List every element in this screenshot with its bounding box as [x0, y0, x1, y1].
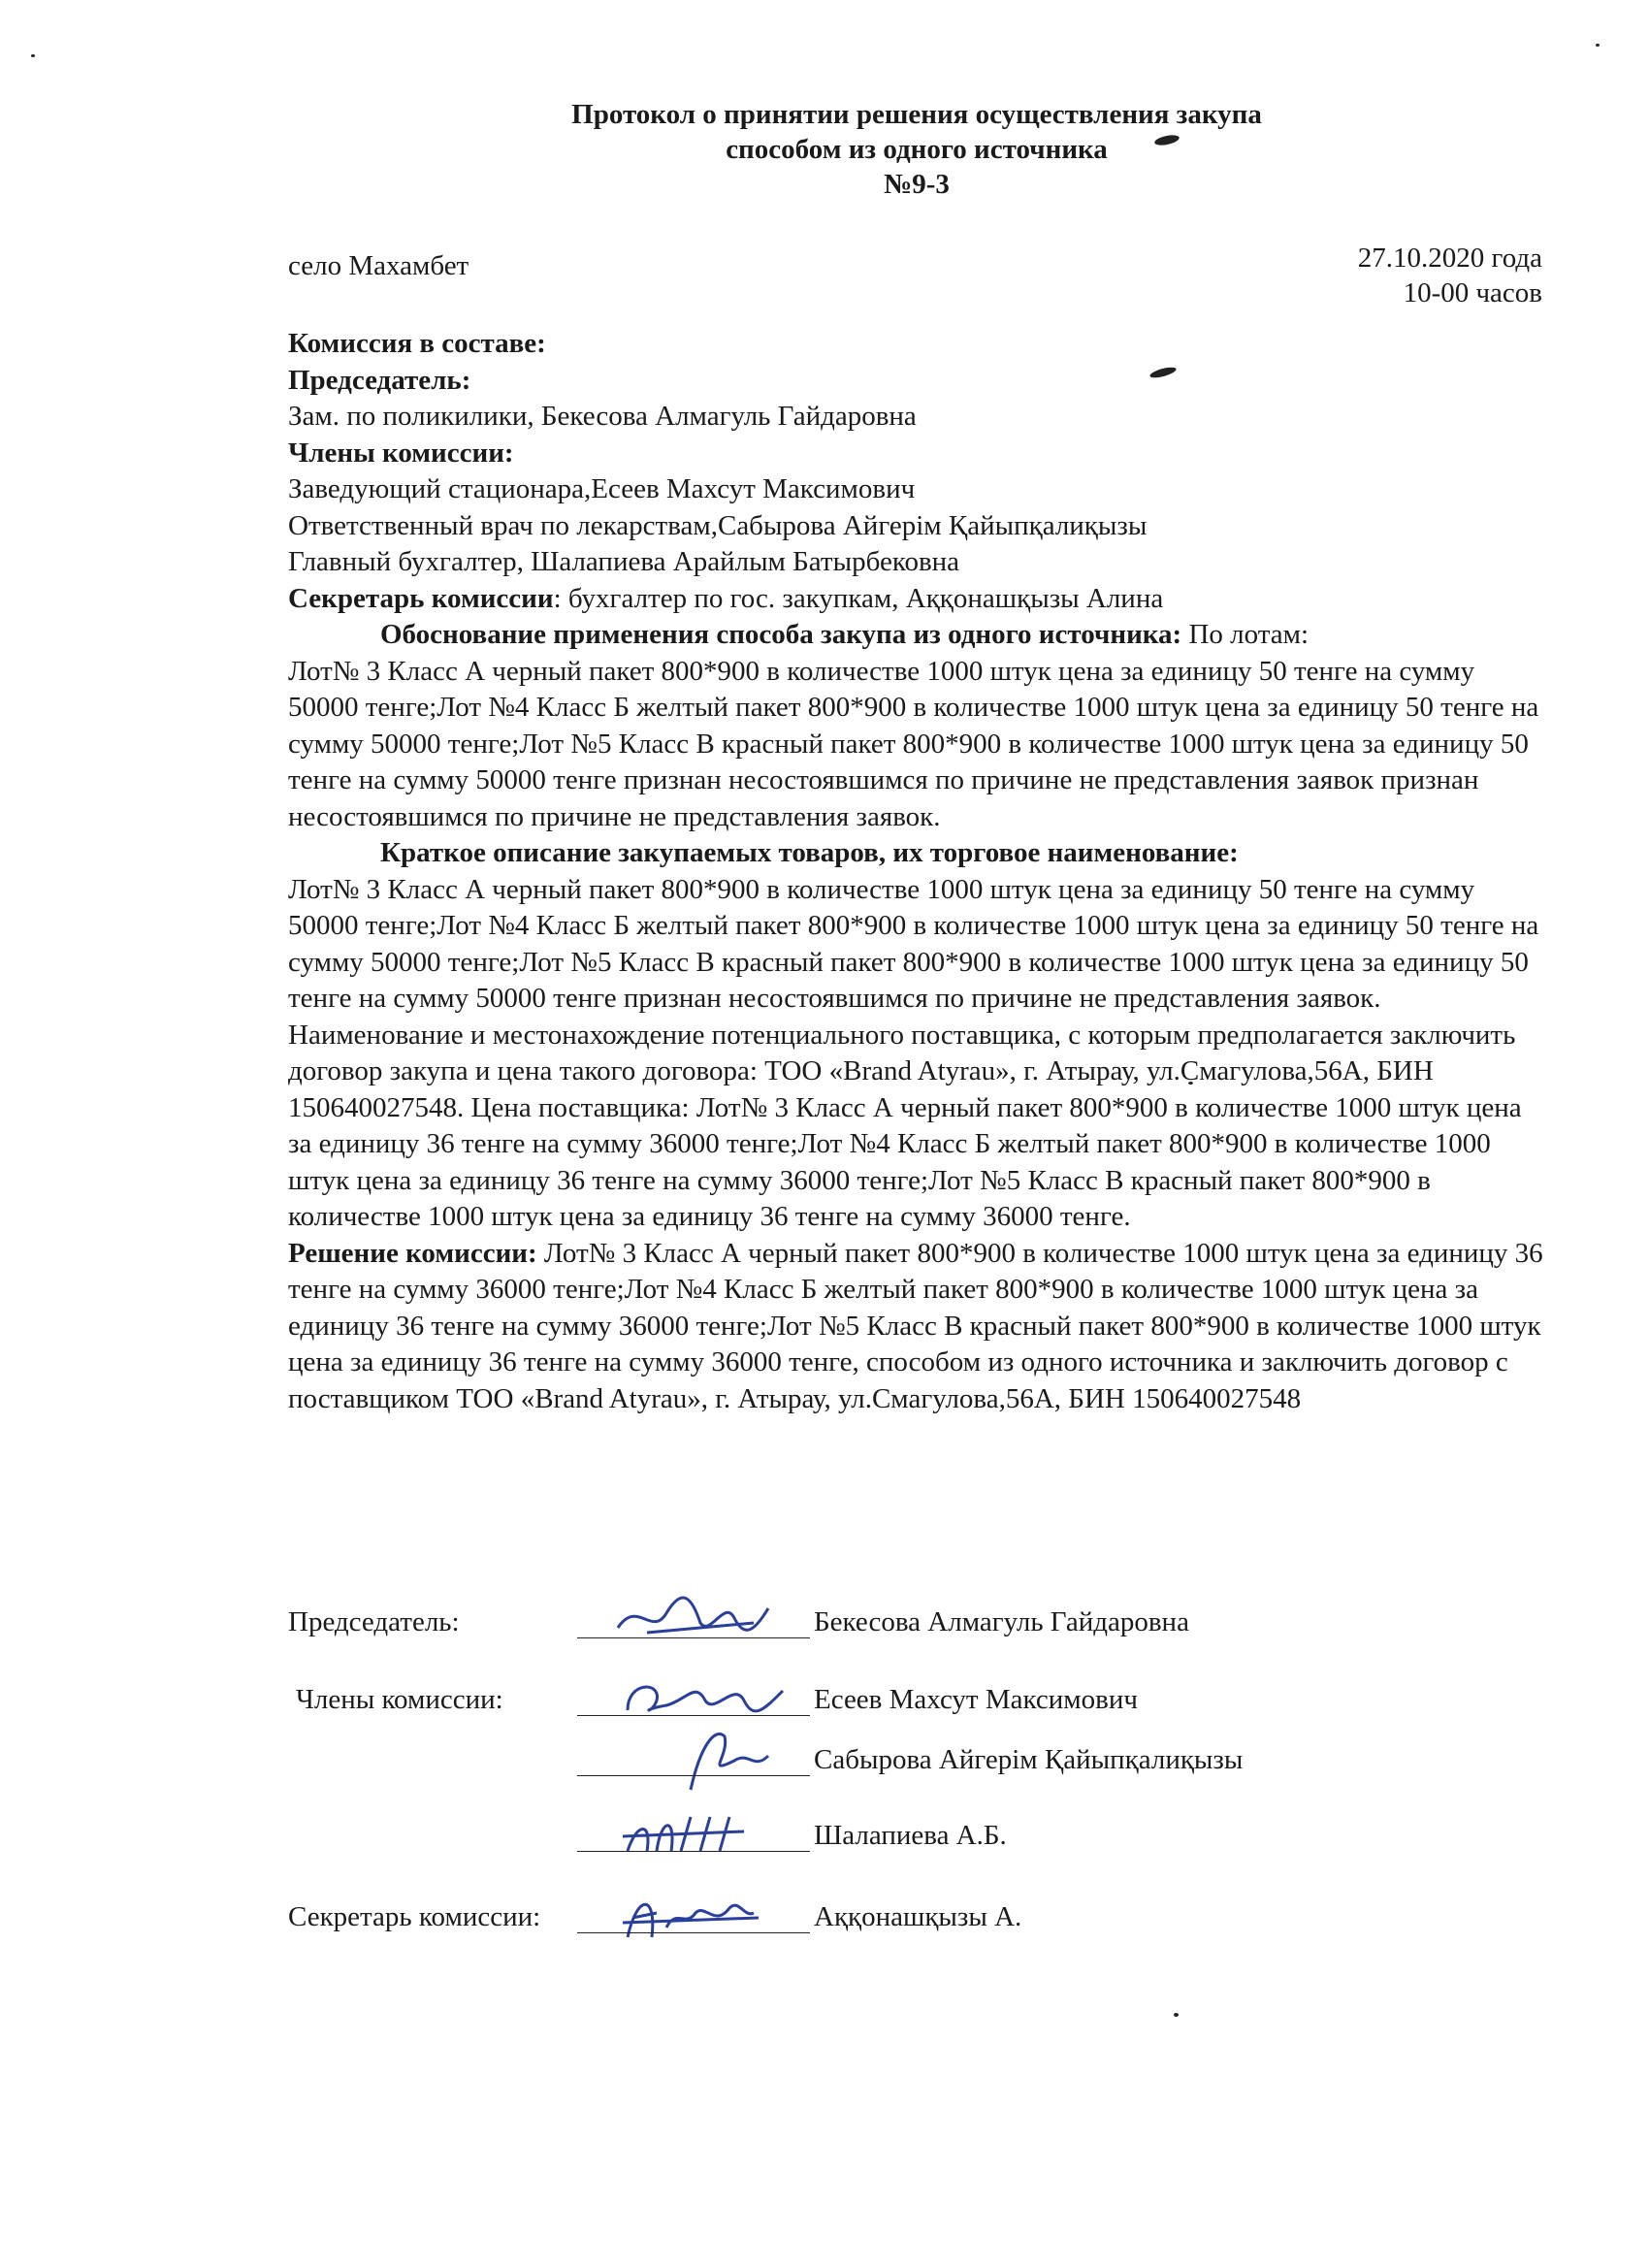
members-label: Члены комиссии: [288, 437, 514, 469]
decision-text: Лот№ 3 Класс А черный пакет 800*900 в количестве 1000 штук цена за единицу 36 тенге на сумму 36000 тенге;Лот №4 Класс Б желтый пакет 800*900 в количестве 1000 штук цена за единицу 36 тенге на сумму 36000 тенге;Лот №5 Класс В красный пакет 800*900 в количестве 1000 штук цена за единицу 36 тенге на сумму 36000 тенге, способом из одного источника и заключить договор с поставщиком ТОО «Brand Atyrau», г. Атырау, ул.Смагулова,56А, БИН 150640027548 [288, 1237, 1543, 1414]
document-header [291, 97, 1542, 202]
handwritten-signature [608, 1793, 802, 1870]
signatory-name: Бекесова Алмагуль Гайдаровна [814, 1606, 1189, 1637]
title-line-1: Протокол о принятии решения осуществления закупа [571, 99, 1262, 130]
justification-heading: Обоснование применения способа закупа из одного источника: [380, 619, 1182, 650]
signature-row-member-2 [288, 1736, 1355, 1785]
date: 27.10.2020 года [1357, 243, 1542, 274]
title-line-2: способом из одного источника [726, 134, 1108, 165]
handwritten-signature [608, 1717, 802, 1795]
scan-speck [1174, 2013, 1179, 2017]
signature-line [577, 1851, 810, 1852]
justification-inline: По лотам: [1181, 619, 1310, 650]
place: село Махамбет [288, 250, 469, 281]
secretary-line [288, 581, 1549, 618]
member-1: Заведующий стационара,Есеев Махсут Максимович [288, 473, 916, 504]
secretary-name: : бухгалтер по гос. закупкам, Аққонашқызы Алина [553, 582, 1164, 614]
signatory-name: Аққонашқызы А. [814, 1901, 1022, 1932]
chair-name: Зам. по поликилики, Бекесова Алмагуль Гайдаровна [288, 401, 917, 432]
signature-line [577, 1932, 810, 1933]
justification-heading-line [288, 617, 1549, 654]
decision-paragraph [288, 1236, 1549, 1418]
signatory-name: Сабырова Айгерім Қайыпқалиқызы [814, 1744, 1244, 1775]
signature-line [577, 1715, 810, 1716]
signature-line [577, 1775, 810, 1776]
decision-heading: Решение комиссии: [288, 1237, 537, 1269]
signature-row-chair [288, 1599, 1355, 1647]
handwritten-signature [608, 1874, 802, 1952]
handwritten-signature [608, 1579, 802, 1657]
signature-row-member-1 [288, 1676, 1355, 1725]
date-time-block [1358, 241, 1542, 310]
member-3: Главный бухгалтер, Шалапиева Арайлым Батырбековна [288, 546, 960, 577]
signature-row-member-3 [288, 1812, 1355, 1861]
signature-label: Члены комиссии: [296, 1684, 503, 1715]
secretary-label: Секретарь комиссии [288, 582, 554, 614]
time: 10-00 часов [1403, 277, 1542, 308]
supplier-text: Наименование и местонахождение потенциального поставщика, с которым предполагается заключить договор закупа и цена такого договора: ТОО «Brand Atyrau», г. Атырау, ул.Смагулова,56А, БИН 150640027548. Цена поставщика: Лот№ 3 Класс А черный пакет 800*900 в количестве 1000 штук цена за единицу 36 тенге на сумму 36000 тенге;Лот №4 Класс Б желтый пакет 800*900 в количестве 1000 штук цена за единицу 36 тенге на сумму 36000 тенге;Лот №5 Класс В красный пакет 800*900 в количестве 1000 штук цена за единицу 36 тенге на сумму 36000 тенге. [288, 1019, 1522, 1232]
description-text: Лот№ 3 Класс А черный пакет 800*900 в количестве 1000 штук цена за единицу 50 тенге на сумму 50000 тенге;Лот №4 Класс Б желтый пакет 800*900 в количестве 1000 штук цена за единицу 50 тенге на сумму 50000 тенге;Лот №5 Класс В красный пакет 800*900 в количестве 1000 штук цена за единицу 50 тенге на сумму 50000 тенге признан несостоявшимся по причине не представления заявок. [288, 873, 1539, 1014]
justification-text: Лот№ 3 Класс А черный пакет 800*900 в количестве 1000 штук цена за единицу 50 тенге на сумму 50000 тенге;Лот №4 Класс Б желтый пакет 800*900 в количестве 1000 штук цена за единицу 50 тенге на сумму 50000 тенге;Лот №5 Класс В красный пакет 800*900 в количестве 1000 штук цена за единицу 50 тенге на сумму 50000 тенге признан несостоявшимся по причине не представления заявок признан несостоявшимся по причине не представления заявок. [288, 655, 1539, 832]
commission-heading: Комиссия в составе: [288, 328, 546, 359]
scan-speck [31, 54, 35, 57]
protocol-number: №9-3 [884, 169, 950, 200]
description-heading: Краткое описание закупаемых товаров, их торговое наименование: [380, 837, 1239, 868]
signature-row-secretary [288, 1894, 1355, 1942]
scan-speck [1596, 44, 1600, 47]
signatory-name: Шалапиева А.Б. [814, 1820, 1007, 1851]
signature-line [577, 1637, 810, 1638]
signatory-name: Есеев Махсут Максимович [814, 1684, 1138, 1715]
member-2: Ответственный врач по лекарствам,Сабырова Айгерім Қайыпқалиқызы [288, 509, 1148, 541]
chair-label: Председатель: [288, 364, 471, 396]
signature-label: Секретарь комиссии: [288, 1901, 541, 1932]
document-body [288, 326, 1549, 1417]
signature-label: Председатель: [288, 1606, 460, 1637]
